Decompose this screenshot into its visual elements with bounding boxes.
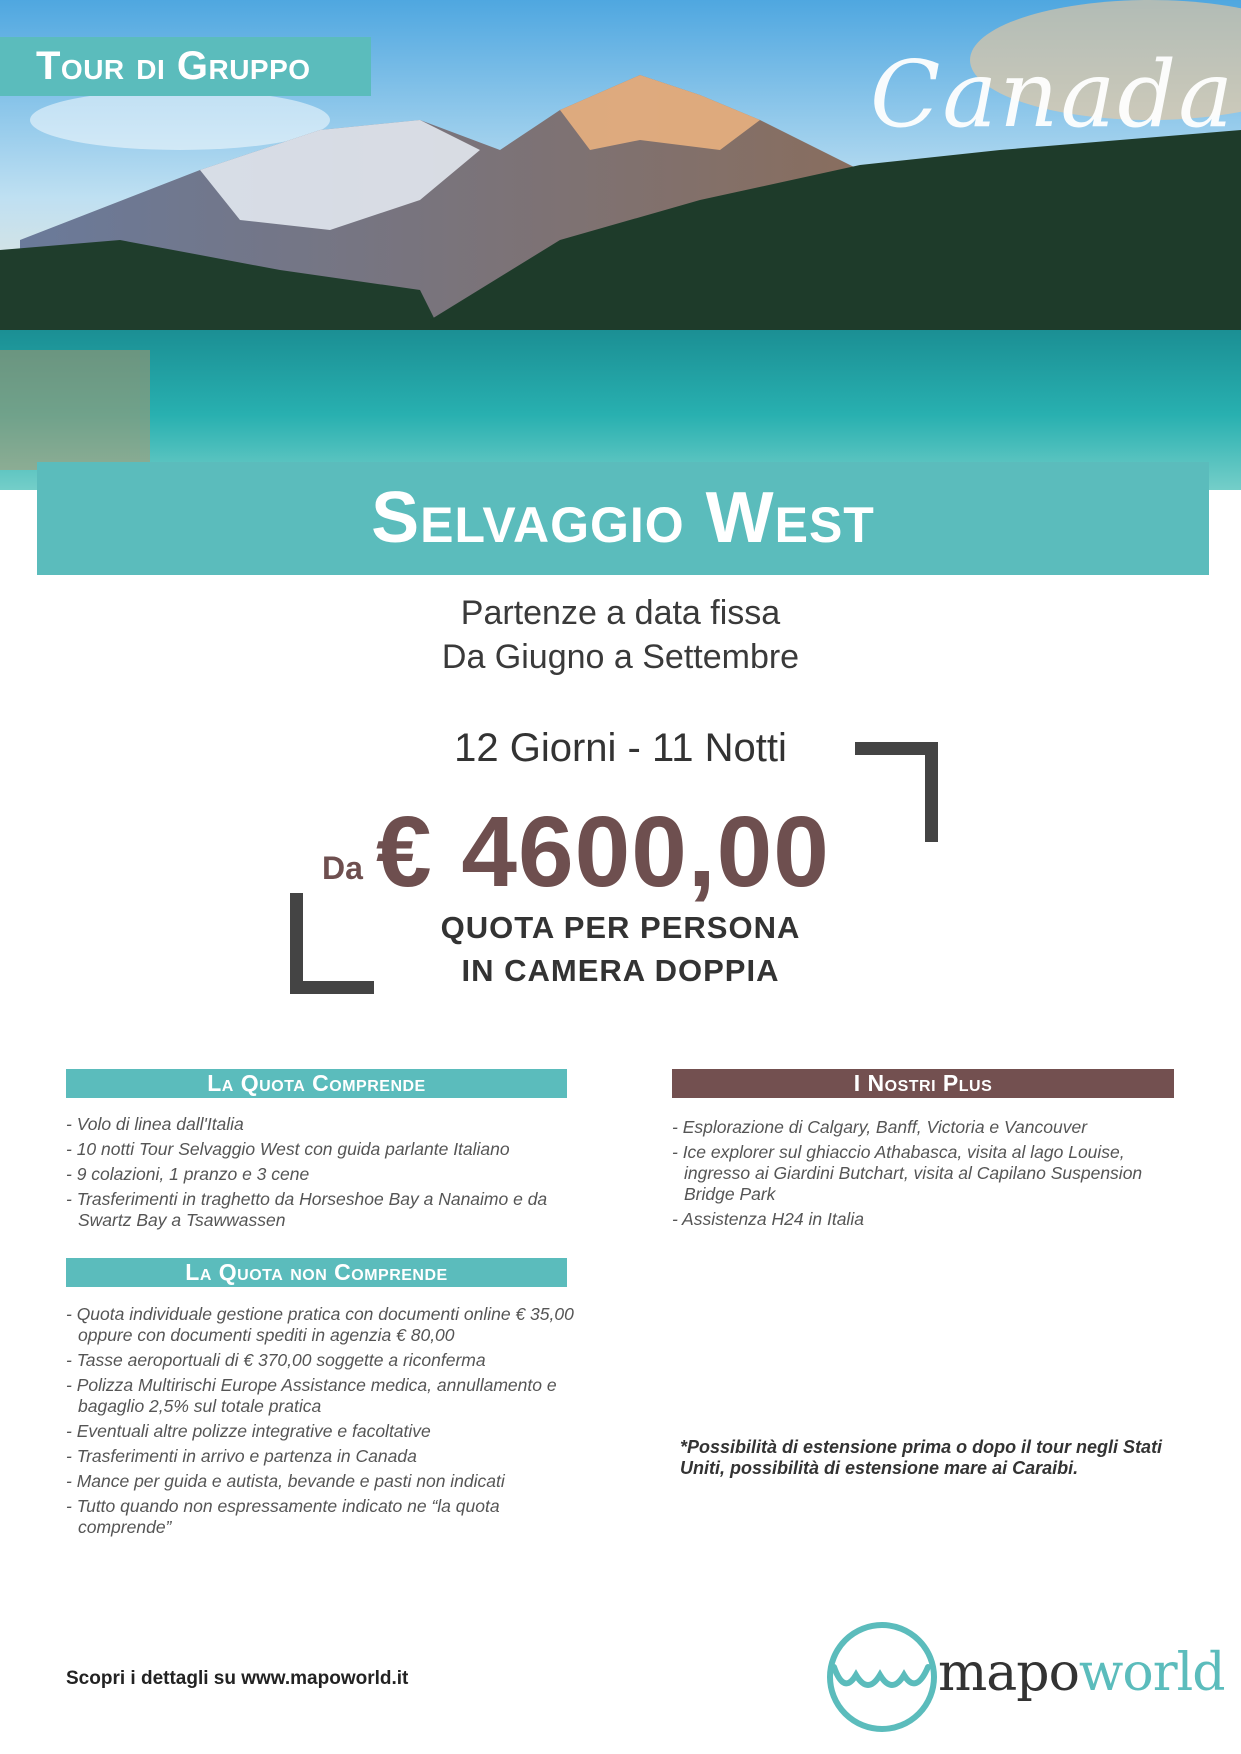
hero-image bbox=[0, 0, 1241, 525]
excludes-list bbox=[66, 1304, 576, 1542]
list-item: - Assistenza H24 in Italia bbox=[672, 1209, 864, 1229]
list-item: - 9 colazioni, 1 pranzo e 3 cene bbox=[66, 1164, 310, 1184]
logo-part-mapo: mapo bbox=[938, 1643, 1079, 1703]
list-item: - Tasse aeroportuali di € 370,00 soggette a riconferma bbox=[66, 1350, 486, 1370]
extension-note: *Possibilità di estensione prima o dopo il tour negli Stati Uniti, possibilità di estensione mare ai Caraibi. bbox=[680, 1437, 1163, 1478]
list-item: - 10 notti Tour Selvaggio West con guida parlante Italiano bbox=[66, 1139, 510, 1159]
list-item: - Quota individuale gestione pratica con documenti online € 35,00 oppure con documenti spediti in agenzia € 80,00 bbox=[66, 1304, 574, 1345]
logo-wordmark bbox=[938, 1643, 1225, 1703]
website-link[interactable]: Scopri i dettagli su www.mapoworld.it bbox=[66, 1668, 409, 1689]
tour-type-banner: Tour di Gruppo bbox=[0, 37, 371, 96]
includes-heading: La Quota Comprende bbox=[66, 1069, 567, 1098]
logo-part-world: world bbox=[1078, 1643, 1225, 1703]
destination-script-title: Canada bbox=[870, 41, 1236, 148]
tour-duration: 12 Giorni - 11 Notti bbox=[454, 726, 787, 770]
list-item: - Mance per guida e autista, bevande e pasti non indicati bbox=[66, 1471, 505, 1491]
list-item: - Volo di linea dall'Italia bbox=[66, 1114, 244, 1134]
mapoworld-logo bbox=[822, 1615, 1225, 1735]
plus-list bbox=[672, 1117, 1182, 1234]
corner-bracket-top-right bbox=[855, 742, 938, 842]
list-item: - Tutto quando non espressamente indicato ne “la quota comprende” bbox=[66, 1496, 500, 1537]
excludes-heading: La Quota non Comprende bbox=[66, 1258, 567, 1287]
plus-heading: I Nostri Plus bbox=[672, 1069, 1174, 1098]
price-amount: € 4600,00 bbox=[376, 796, 830, 908]
list-item: - Trasferimenti in arrivo e partenza in Canada bbox=[66, 1446, 417, 1466]
price-note-line-2: IN CAMERA DOPPIA bbox=[461, 953, 780, 988]
departure-line-1: Partenze a data fissa bbox=[460, 594, 781, 632]
tour-title: Selvaggio West bbox=[37, 462, 1209, 575]
list-item: - Polizza Multirischi Europe Assistance medica, annullamento e bagaglio 2,5% sul totale pratica bbox=[66, 1375, 557, 1416]
list-item: - Esplorazione di Calgary, Banff, Victoria e Vancouver bbox=[672, 1117, 1088, 1137]
logo-wave-icon bbox=[822, 1615, 942, 1735]
departure-line-2: Da Giugno a Settembre bbox=[441, 638, 800, 676]
price-prefix: Da bbox=[322, 850, 363, 886]
includes-list bbox=[66, 1114, 576, 1235]
list-item: - Ice explorer sul ghiaccio Athabasca, visita al lago Louise, ingresso ai Giardini Butchart, visita al Capilano Suspension Bridge Park bbox=[672, 1142, 1143, 1204]
list-item: - Trasferimenti in traghetto da Horseshoe Bay a Nanaimo e da Swartz Bay a Tsawwassen bbox=[66, 1189, 548, 1230]
list-item: - Eventuali altre polizze integrative e facoltative bbox=[66, 1421, 431, 1441]
price-note-line-1: QUOTA PER PERSONA bbox=[440, 910, 801, 945]
